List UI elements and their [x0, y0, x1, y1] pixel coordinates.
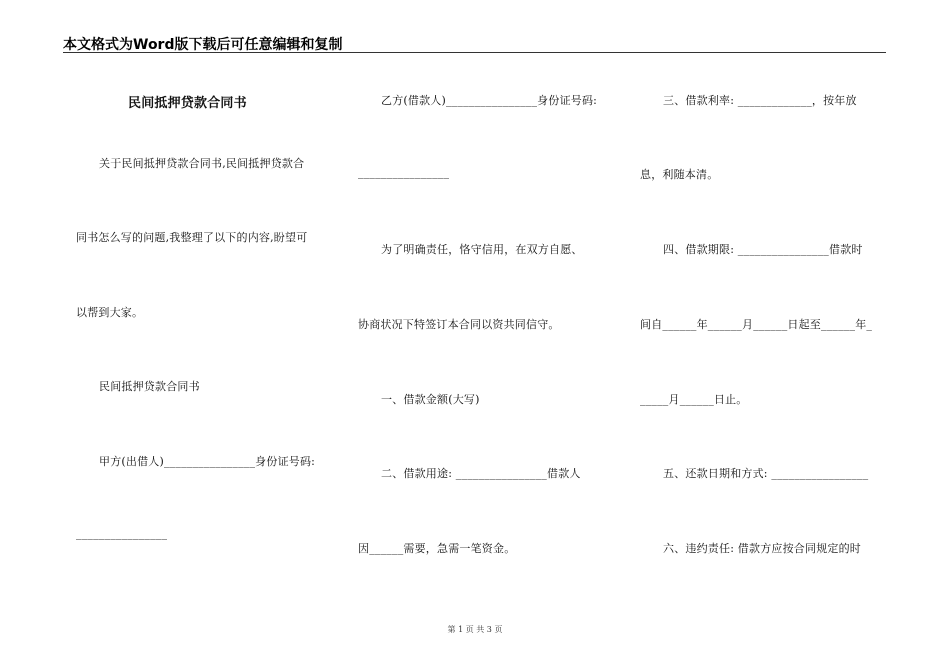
paragraph-line: 三、借款利率: _____________，按年放 [663, 94, 857, 107]
page-footer: 第 1 页 共 3 页 [447, 625, 503, 634]
paragraph-line: 甲方(出借人)________________身份证号码: [99, 455, 316, 468]
paragraph-line: 因______需要，急需一笔资金。 [358, 542, 516, 555]
paragraph-line: 乙方(借款人)________________身份证号码: [381, 94, 598, 107]
paragraph-line: 六、违约责任: 借款方应按合同规定的时 [663, 542, 862, 555]
paragraph-line: ________________ [76, 527, 168, 540]
header-divider [63, 52, 886, 53]
paragraph-line: ________________ [358, 166, 450, 179]
paragraph-line: 协商状况下特签订本合同以资共同信守。 [358, 318, 560, 331]
paragraph-line: 以帮到大家。 [76, 306, 144, 319]
paragraph-line: 二、借款用途: ________________借款人 [381, 467, 581, 480]
paragraph-line: 息，利随本清。 [640, 168, 719, 181]
document-header: 本文格式为Word版下载后可任意编辑和复制 [63, 37, 343, 53]
paragraph-line: 间自______年______月______日起至______年_ [640, 318, 873, 331]
paragraph-line: _____月______日止。 [640, 393, 748, 406]
paragraph-line: 五、还款日期和方式: _________________ [663, 467, 869, 480]
paragraph-line: 关于民间抵押贷款合同书,民间抵押贷款合 [99, 157, 305, 170]
paragraph-line: 民间抵押贷款合同书 [99, 380, 200, 393]
document-title: 民间抵押贷款合同书 [128, 96, 247, 111]
paragraph-line: 四、借款期限: ________________借款时 [663, 243, 863, 256]
paragraph-line: 同书怎么写的问题,我整理了以下的内容,盼望可 [76, 231, 308, 244]
paragraph-line: 一、借款金额(大写) [381, 393, 480, 406]
paragraph-line: 为了明确责任，恪守信用，在双方自愿、 [381, 243, 583, 256]
